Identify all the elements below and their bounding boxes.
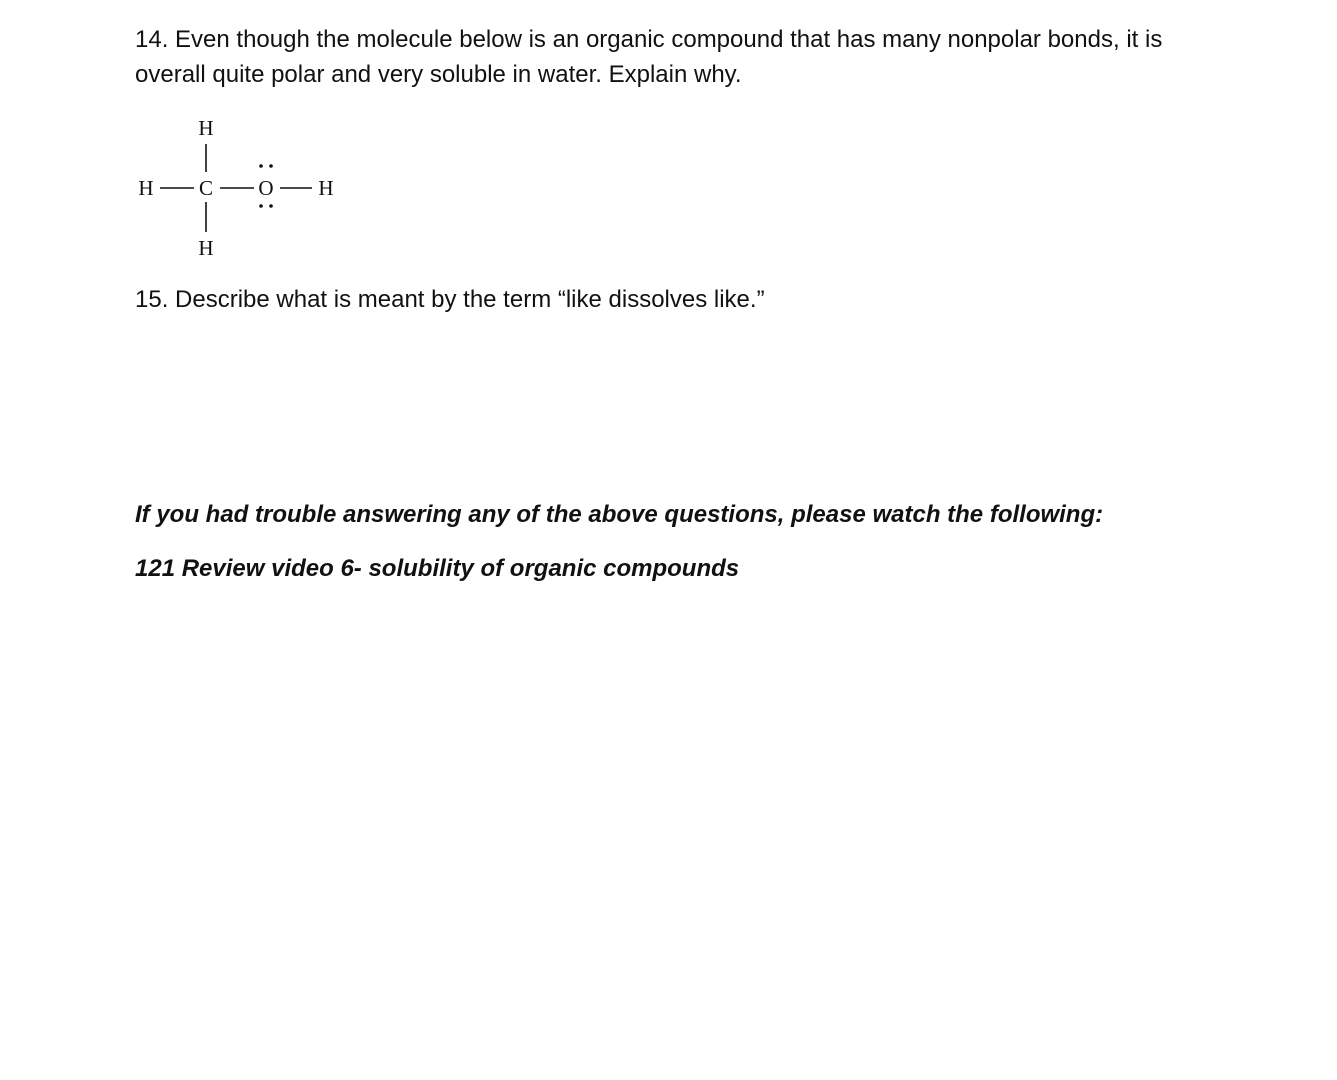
methanol-lewis-structure <box>128 108 358 268</box>
atom-h-right: H <box>318 176 334 200</box>
atom-carbon: C <box>198 176 214 200</box>
question-14: 14. Even though the molecule below is an organic compound that has many nonpolar bonds, it is overall quite polar and very soluble in water. Explain why. <box>135 26 1163 88</box>
atom-h-left: H <box>138 176 154 200</box>
help-note: If you had trouble answering any of the above questions, please watch the following: <box>135 501 1104 528</box>
atom-h-top: H <box>198 116 214 140</box>
atom-oxygen: O <box>258 176 274 200</box>
review-video-title[interactable]: 121 Review video 6- solubility of organic compounds <box>135 555 740 582</box>
question-15: 15. Describe what is meant by the term “like dissolves like.” <box>135 286 765 313</box>
atom-h-bottom: H <box>198 236 214 260</box>
